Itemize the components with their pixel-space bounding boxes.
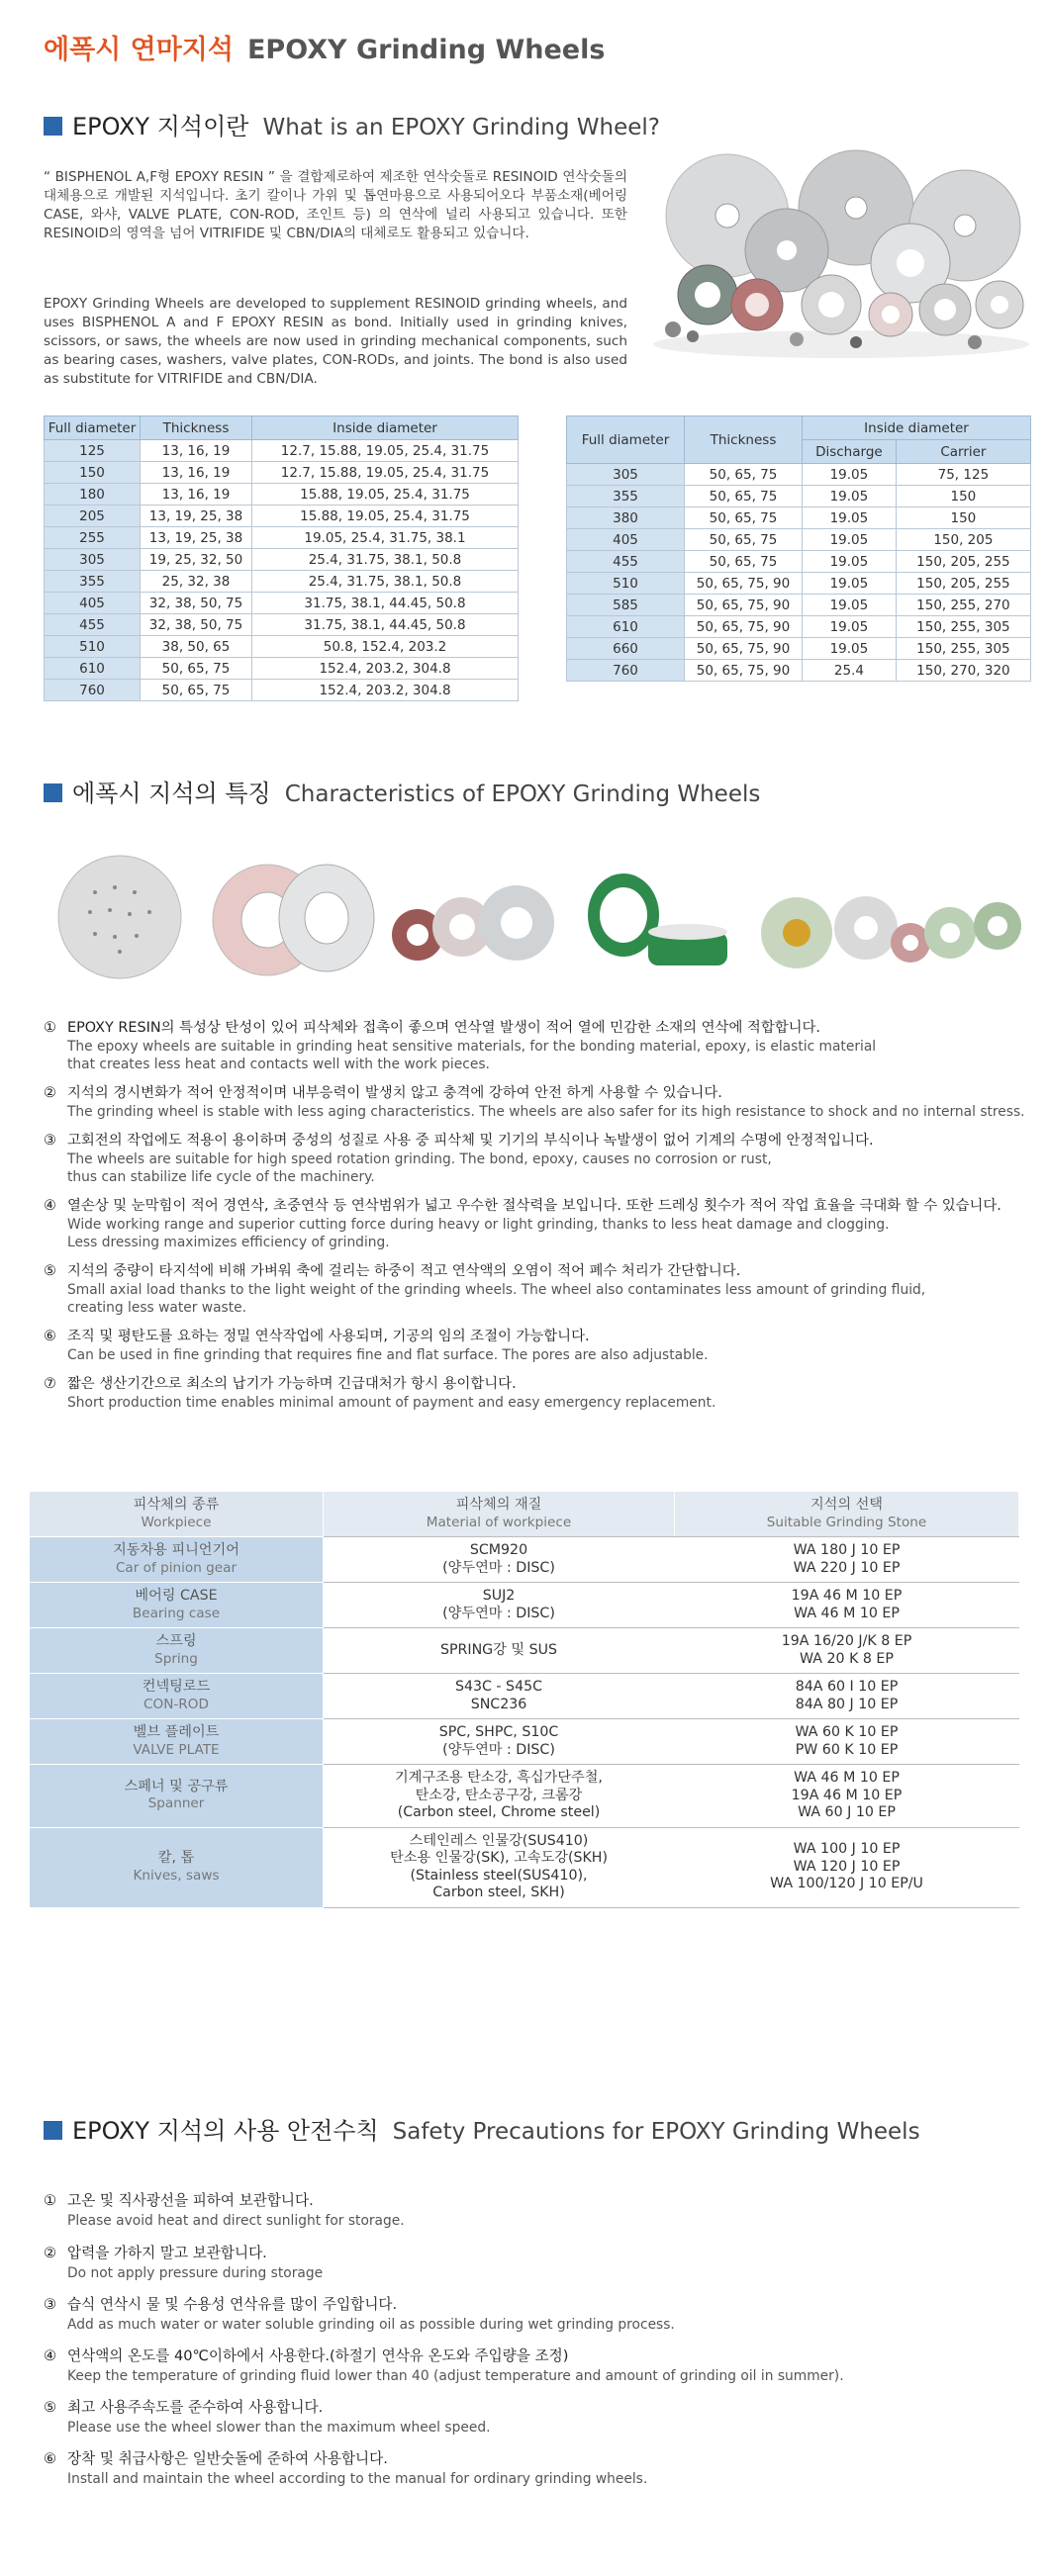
table-cell: 455 [567,551,685,573]
table-cell: 15.88, 19.05, 25.4, 31.75 [252,506,519,527]
section-heading-characteristics [44,774,760,808]
table-row [567,529,1031,551]
workpiece-table [30,1492,1019,1908]
table-row [567,638,1031,660]
table-cell: 455 [45,614,141,636]
item-text-en: Less dressing maximizes efficiency of grinding. [67,1235,390,1250]
table-row [567,551,1031,573]
table-row [567,616,1031,638]
item-number: ⑥ [44,1329,56,1344]
stone-line: 19A 46 M 10 EP [791,1787,903,1803]
table-row [567,486,1031,507]
table-cell: 150, 205, 255 [896,573,1030,595]
workpiece-en: Knives, saws [133,1867,220,1884]
workpiece-cell [30,1765,324,1828]
table-cell: 510 [45,636,141,658]
item-number: ② [44,2245,57,2261]
workpiece-cell [30,1537,324,1583]
material-line: SPRING강 및 SUS [439,1641,558,1658]
safety-item [44,2398,490,2438]
col-header: Thickness [685,416,803,464]
material-line: SNC236 [470,1696,527,1712]
item-text-ko: 습식 연삭시 물 및 수용성 연삭유를 많이 주입합니다. [67,2296,398,2313]
item-text-ko: 고회전의 작업에도 적용이 용이하며 중성의 성질로 사용 중 피삭체 및 기기의 부식이나 녹발생이 없어 기계의 수명에 안정적입니다. [67,1133,874,1149]
table-cell: 19.05 [803,507,897,529]
stone-cell [675,1827,1019,1907]
table-row [30,1674,1019,1719]
section-heading-what-is [44,107,660,141]
workpiece-cell [30,1719,324,1765]
table-cell: 13, 19, 25, 38 [141,527,252,549]
table-cell: 760 [567,660,685,682]
characteristic-item [44,1375,715,1412]
stone-line: WA 46 M 10 EP [794,1770,900,1786]
workpiece-cell [30,1674,324,1719]
table-cell: 19.05, 25.4, 31.75, 38.1 [252,527,519,549]
stone-line: WA 60 K 10 EP [795,1724,899,1740]
material-line: (양두연마 : DISC) [442,1559,555,1576]
table-cell: 19.05 [803,573,897,595]
item-text-en: The wheels are suitable for high speed rotation grinding. The bond, epoxy, causes no corrosion or rust, [67,1150,772,1167]
characteristic-item [44,1197,1001,1252]
table-cell: 50, 65, 75, 90 [685,573,803,595]
section-title-en: Characteristics of EPOXY Grinding Wheels [284,782,761,807]
table-row [30,1537,1019,1583]
section-square-icon [44,783,62,802]
table-row [45,593,519,614]
col-header: Inside diameter [252,416,519,440]
table-row [45,527,519,549]
page-title-en: EPOXY Grinding Wheels [246,35,606,65]
wheel-thumbnail-mixed [752,878,1021,977]
header-ko: 피삭체의 재질 [455,1497,542,1513]
material-line: (양두연마 : DISC) [442,1605,555,1621]
table-row [567,464,1031,486]
table-cell: 50.8, 152.4, 203.2 [252,636,519,658]
header-ko: 피삭체의 종류 [133,1497,220,1513]
table-cell: 32, 38, 50, 75 [141,593,252,614]
table-cell: 180 [45,484,141,506]
col-header [324,1492,675,1537]
item-text-en: Small axial load thanks to the light weight of the grinding wheels. The wheel also contaminates less amount of grinding fluid, [67,1281,926,1298]
table-cell: 25, 32, 38 [141,571,252,593]
stone-cell [675,1674,1019,1719]
safety-item [44,2346,844,2386]
table-cell: 12.7, 15.88, 19.05, 25.4, 31.75 [252,440,519,462]
item-number: ⑦ [44,1376,56,1392]
table-cell: 150, 270, 320 [896,660,1030,682]
size-table-left [44,415,519,701]
table-cell: 50, 65, 75 [685,464,803,486]
workpiece-en: CON-ROD [143,1696,209,1712]
wheel-thumbnail-green [579,871,732,979]
table-row [45,680,519,701]
item-text-en: Please use the wheel slower than the maximum wheel speed. [67,2420,491,2436]
material-cell [324,1537,675,1583]
workpiece-ko: 베어링 CASE [135,1588,218,1604]
table-cell: 19.05 [803,551,897,573]
table-row [45,549,519,571]
item-text-en: that creates less heat and contacts well with the work pieces. [67,1057,490,1072]
product-group-image [648,146,1034,362]
table-cell: 25.4, 31.75, 38.1, 50.8 [252,549,519,571]
table-cell: 50, 65, 75 [685,551,803,573]
workpiece-ko: 칼, 톱 [157,1850,195,1866]
col-header: Thickness [141,416,252,440]
table-cell: 19.05 [803,638,897,660]
header-ko: 지석의 선택 [810,1497,884,1513]
table-cell: 125 [45,440,141,462]
table-row [45,636,519,658]
table-cell: 150, 255, 270 [896,595,1030,616]
table-cell: 32, 38, 50, 75 [141,614,252,636]
table-cell: 19.05 [803,595,897,616]
table-row [567,660,1031,682]
item-text-en: Please avoid heat and direct sunlight for storage. [67,2213,405,2229]
material-line: 탄소용 인물강(SK), 고속도강(SKH) [389,1850,608,1866]
item-number: ⑤ [44,1263,56,1279]
stone-cell [675,1583,1019,1628]
col-header [30,1492,324,1537]
table-cell: 150 [896,507,1030,529]
material-cell [324,1583,675,1628]
material-line: (Stainless steel(SUS410), [410,1867,588,1884]
item-text-ko: 지석의 중량이 타지석에 비해 가벼워 축에 걸리는 하중이 적고 연삭액의 오염이 적어 폐수 처리가 간단합니다. [67,1263,741,1279]
stone-line: 19A 16/20 J/K 8 EP [781,1633,912,1649]
table-row [45,614,519,636]
workpiece-en: Spanner [147,1795,205,1812]
header-en: Workpiece [141,1514,212,1530]
table-cell: 355 [45,571,141,593]
col-header [675,1492,1019,1537]
item-number: ⑥ [44,2450,57,2467]
material-line: 기계구조용 탄소강, 흑십가단주철, [395,1770,603,1786]
table-row [30,1583,1019,1628]
table-cell: 255 [45,527,141,549]
stone-line: 84A 80 J 10 EP [795,1696,899,1712]
table-cell: 25.4 [803,660,897,682]
table-cell: 19.05 [803,529,897,551]
item-text-ko: 조직 및 평탄도를 요하는 정밀 연삭작업에 사용되며, 기공의 임의 조절이 가능합니다. [67,1329,590,1344]
stone-line: WA 46 M 10 EP [794,1605,900,1621]
item-text-en: Wide working range and superior cutting force during heavy or light grinding, thanks to less heat damage and clogging. [67,1216,890,1233]
table-cell: 31.75, 38.1, 44.45, 50.8 [252,614,519,636]
table-cell: 50, 65, 75, 90 [685,638,803,660]
table-cell: 38, 50, 65 [141,636,252,658]
table-cell: 13, 16, 19 [141,484,252,506]
col-header: Discharge [803,440,897,464]
table-cell: 610 [567,616,685,638]
stone-line: PW 60 K 10 EP [795,1741,899,1758]
item-number: ④ [44,1198,56,1214]
characteristic-item [44,1262,925,1318]
table-row [45,440,519,462]
table-row [567,507,1031,529]
table-cell: 150, 255, 305 [896,638,1030,660]
item-text-en: Add as much water or water soluble grinding oil as possible during wet grinding process. [67,2317,675,2333]
col-header: Inside diameter [803,416,1031,440]
table-cell: 380 [567,507,685,529]
workpiece-en: Car of pinion gear [115,1559,238,1576]
characteristic-item [44,1132,874,1187]
table-row [45,462,519,484]
workpiece-cell [30,1628,324,1674]
table-cell: 50, 65, 75, 90 [685,660,803,682]
stone-cell [675,1719,1019,1765]
table-cell: 50, 65, 75 [685,507,803,529]
stone-line: WA 100 J 10 EP [793,1841,901,1858]
section-title-en: What is an EPOXY Grinding Wheel? [262,115,660,140]
intro-paragraph-en: EPOXY Grinding Wheels are developed to supplement RESINOID grinding wheels, and uses BISPHENOL A and F EPOXY RESIN as bond. Initially used in grinding knives, scissors, or saws, the wheels are now used in grinding mechanical components, such as bearing cases, washers, valve plates, CON-RODs, and joints. The bond is also used as substitute for VITRIFIDE and CBN/DIA. [44,296,627,387]
material-line: 스테인레스 인물강(SUS410) [409,1832,589,1849]
section-square-icon [44,2121,62,2140]
stone-line: WA 20 K 8 EP [800,1650,894,1667]
table-row [30,1765,1019,1828]
table-cell: 19.05 [803,616,897,638]
characteristic-item [44,1084,1025,1121]
page-title-ko: 에폭시 연마지석 [44,35,234,65]
material-line: SPC, SHPC, S10C [438,1724,559,1740]
safety-item [44,2191,405,2231]
workpiece-en: Bearing case [132,1605,221,1621]
table-cell: 760 [45,680,141,701]
table-cell: 75, 125 [896,464,1030,486]
material-cell [324,1719,675,1765]
item-text-en: Keep the temperature of grinding fluid lower than 40 (adjust temperature and amount of grinding oil in summer). [67,2368,844,2384]
stone-line: WA 100/120 J 10 EP/U [770,1876,923,1892]
table-cell: 19.05 [803,464,897,486]
table-cell: 13, 16, 19 [141,440,252,462]
item-number: ② [44,1085,56,1101]
material-cell [324,1765,675,1828]
item-number: ① [44,1020,56,1036]
table-cell: 31.75, 38.1, 44.45, 50.8 [252,593,519,614]
table-cell: 25.4, 31.75, 38.1, 50.8 [252,571,519,593]
table-cell: 152.4, 203.2, 304.8 [252,680,519,701]
item-text-ko: 짧은 생산기간으로 최소의 납기가 가능하며 긴급대처가 항시 용이합니다. [67,1376,517,1392]
table-cell: 510 [567,573,685,595]
material-line: (Carbon steel, Chrome steel) [397,1804,601,1820]
wheel-thumbnail-set [388,875,561,974]
workpiece-ko: 컨넥팅로드 [142,1679,211,1695]
table-cell: 610 [45,658,141,680]
material-line: SCM920 [469,1542,528,1558]
material-line: Carbon steel, SKH) [432,1885,565,1900]
table-cell: 50, 65, 75, 90 [685,595,803,616]
material-cell [324,1674,675,1719]
item-text-en: creating less water waste. [67,1300,247,1316]
header-en: Material of workpiece [426,1514,572,1530]
table-cell: 15.88, 19.05, 25.4, 31.75 [252,484,519,506]
item-text-ko: 연삭액의 온도를 40℃이하에서 사용한다.(하절기 연삭유 온도와 주입량을 조정) [67,2347,569,2364]
table-row [30,1628,1019,1674]
material-line: (양두연마 : DISC) [442,1741,555,1758]
table-cell: 50, 65, 75 [685,486,803,507]
table-cell: 150, 205, 255 [896,551,1030,573]
table-cell: 660 [567,638,685,660]
safety-item [44,2449,647,2489]
safety-item [44,2295,675,2335]
item-text-en: Do not apply pressure during storage [67,2265,324,2281]
table-cell: 305 [45,549,141,571]
col-header: Carrier [896,440,1030,464]
header-en: Suitable Grinding Stone [766,1514,927,1530]
table-cell: 50, 65, 75 [141,658,252,680]
item-text-ko: EPOXY RESIN의 특성상 탄성이 있어 피삭체와 접촉이 좋으며 연삭열 발생이 적어 열에 민감한 소재의 연삭에 적합합니다. [67,1020,821,1036]
section-square-icon [44,117,62,136]
material-cell [324,1827,675,1907]
item-text-en: thus can stabilize life cycle of the machinery. [67,1169,375,1185]
table-cell: 50, 65, 75 [141,680,252,701]
characteristic-item [44,1019,876,1074]
table-header-row [30,1492,1019,1537]
stone-cell [675,1765,1019,1828]
item-number: ③ [44,2296,57,2313]
wheel-thumbnail-pink [208,861,376,977]
workpiece-ko: 스페너 및 공구류 [124,1778,229,1794]
item-text-ko: 고온 및 직사광선을 피하여 보관합니다. [67,2192,314,2209]
workpiece-ko: 벨브 플레이트 [133,1724,220,1740]
item-text-en: Install and maintain the wheel according to the manual for ordinary grinding wheels. [67,2471,648,2487]
material-line: S43C - S45C [454,1679,543,1695]
wheel-icon [665,150,1023,349]
intro-paragraph-ko: “ BISPHENOL A,F형 EPOXY RESIN ” 을 결합제로하여 제조한 연삭숫돌로 RESINOID 연삭숫돌의 대체용으로 개발된 지석입니다. 초기 칼이나 가위 및 톱연마용으로 사용되어오다 부품소재(베어링 CASE, 와샤, VALVE PLATE, CON-ROD, 조인트 등) 의 연삭에 널리 사용되고 있습니다. 또한 RESINOID의 영역을 넘어 VITRIFIDE 및 CBN/DIA의 대체로도 활용되고 있습니다. [44,169,627,241]
table-cell: 150 [896,486,1030,507]
workpiece-cell [30,1827,324,1907]
section-title-ko: EPOXY 지석의 사용 안전수칙 [72,2117,379,2145]
table-cell: 19, 25, 32, 50 [141,549,252,571]
col-header: Full diameter [45,416,141,440]
page-title [44,28,605,66]
col-header: Full diameter [567,416,685,464]
table-row [45,484,519,506]
safety-item [44,2244,323,2283]
stone-cell [675,1537,1019,1583]
table-row [567,595,1031,616]
item-number: ④ [44,2347,57,2364]
table-cell: 50, 65, 75, 90 [685,616,803,638]
table-cell: 205 [45,506,141,527]
stone-line: WA 220 J 10 EP [793,1559,901,1576]
workpiece-ko: 지동차용 피니언기어 [113,1542,239,1558]
material-line: 탄소강, 탄소공구강, 크롬강 [415,1787,583,1803]
item-number: ⑤ [44,2399,57,2416]
section-title-ko: EPOXY 지석이란 [72,113,249,140]
table-row [45,571,519,593]
stone-line: 19A 46 M 10 EP [791,1588,903,1604]
stone-line: WA 120 J 10 EP [793,1858,901,1875]
item-text-en: Short production time enables minimal amount of payment and easy emergency replacement. [67,1394,716,1411]
section-title-en: Safety Precautions for EPOXY Grinding Wheels [392,2119,920,2145]
item-text-en: The grinding wheel is stable with less aging characteristics. The wheels are also safer for its high resistance to shock and no internal stress. [67,1103,1025,1120]
wheel-thumbnail-perforated [55,853,184,981]
table-cell: 19.05 [803,486,897,507]
item-text-en: The epoxy wheels are suitable in grinding heat sensitive materials, for the bonding material, epoxy, is elastic material [67,1038,877,1055]
table-cell: 150, 205 [896,529,1030,551]
table-row [30,1827,1019,1907]
workpiece-ko: 스프링 [155,1633,197,1649]
table-row [567,573,1031,595]
item-text-en: Can be used in fine grinding that requires fine and flat surface. The pores are also adjustable. [67,1346,709,1363]
stone-line: 84A 60 I 10 EP [795,1679,899,1695]
item-text-ko: 최고 사용주속도를 준수하여 사용합니다. [67,2399,324,2416]
table-row [45,658,519,680]
item-text-ko: 장착 및 취급사항은 일반숫돌에 준하여 사용합니다. [67,2450,388,2467]
table-cell: 405 [45,593,141,614]
table-row [45,506,519,527]
item-number: ③ [44,1133,56,1149]
item-text-ko: 열손상 및 눈막힘이 적어 경연삭, 초중연삭 등 연삭범위가 넓고 우수한 절삭력을 보입니다. 또한 드레싱 횟수가 적어 작업 효율을 극대화 할 수 있습니다. [67,1198,1001,1214]
stone-line: WA 60 J 10 EP [798,1804,896,1820]
characteristic-item [44,1328,709,1364]
table-cell: 150, 255, 305 [896,616,1030,638]
workpiece-en: VALVE PLATE [133,1741,220,1758]
table-cell: 585 [567,595,685,616]
table-row [30,1719,1019,1765]
material-cell [324,1628,675,1674]
table-cell: 355 [567,486,685,507]
material-line: SUJ2 [482,1588,516,1604]
item-text-ko: 압력을 가하지 말고 보관합니다. [67,2245,267,2261]
item-text-ko: 지석의 경시변화가 적어 안정적이며 내부응력이 발생치 않고 충격에 강하여 안전 하게 사용할 수 있습니다. [67,1085,722,1101]
table-cell: 305 [567,464,685,486]
workpiece-cell [30,1583,324,1628]
table-cell: 12.7, 15.88, 19.05, 25.4, 31.75 [252,462,519,484]
item-number: ① [44,2192,57,2209]
table-cell: 405 [567,529,685,551]
table-cell: 13, 19, 25, 38 [141,506,252,527]
stone-cell [675,1628,1019,1674]
table-cell: 152.4, 203.2, 304.8 [252,658,519,680]
workpiece-en: Spring [154,1650,198,1667]
size-table-right [566,415,1031,682]
table-cell: 50, 65, 75 [685,529,803,551]
section-title-ko: 에폭시 지석의 특징 [72,780,271,807]
stone-line: WA 180 J 10 EP [793,1542,901,1558]
table-cell: 150 [45,462,141,484]
table-cell: 13, 16, 19 [141,462,252,484]
section-heading-safety [44,2111,920,2146]
